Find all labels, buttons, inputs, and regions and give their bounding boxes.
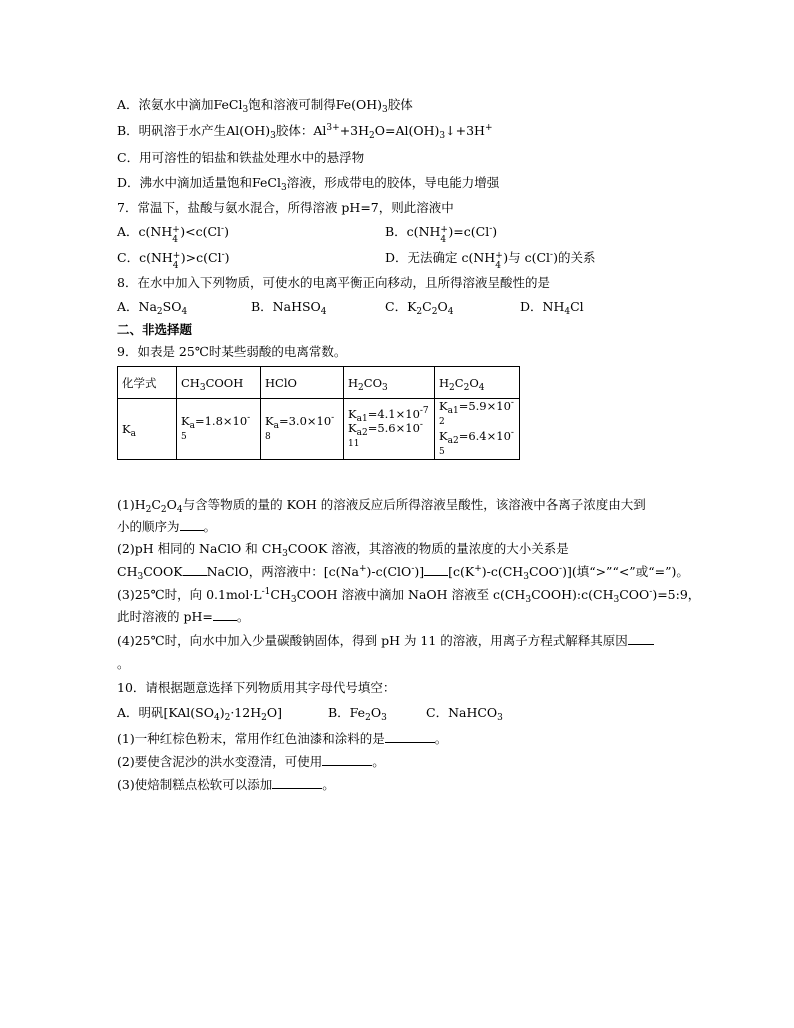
subscript: 3 <box>439 131 446 141</box>
ka-value <box>181 414 256 444</box>
subscript: 2 <box>365 713 371 723</box>
q9-part2-line1 <box>117 541 569 557</box>
answer-blank[interactable] <box>385 731 435 743</box>
subscript: 2 <box>224 713 231 723</box>
text: O <box>469 375 479 390</box>
subscript: 2 <box>416 307 423 317</box>
superscript: + <box>172 225 180 235</box>
nh4-charge <box>172 251 181 271</box>
text: 。 <box>236 609 250 624</box>
text: K <box>265 414 274 428</box>
text: C <box>151 497 161 512</box>
text: 。 <box>203 519 217 534</box>
q8-option-c <box>385 299 453 315</box>
q7-option-d <box>385 250 596 271</box>
text: A．c(NH <box>117 224 173 239</box>
superscript: + <box>358 564 367 574</box>
text: =6.4×10 <box>458 429 511 443</box>
text: Al(OH) <box>226 123 271 138</box>
text: D．沸水中滴加适量饱和 <box>117 175 253 190</box>
q7-option-c <box>117 250 230 271</box>
text: O <box>166 497 177 512</box>
subscript: 3 <box>290 595 297 605</box>
text: CH <box>270 587 291 602</box>
text: 溶液，形成带电的胶体，导电能力增强 <box>286 175 500 190</box>
ka-value <box>439 399 515 459</box>
text: K <box>439 399 448 413</box>
header-cell: HClO <box>261 367 344 399</box>
answer-blank[interactable] <box>180 519 204 531</box>
answer-blank[interactable] <box>628 633 654 645</box>
subscript: 3 <box>242 105 249 115</box>
q6-option-d <box>117 175 499 191</box>
section-heading: 二、非选择题 <box>117 322 193 337</box>
text: (1)一种红棕色粉末，常用作红色油漆和涂料的是 <box>117 731 385 746</box>
text: 5 <box>181 432 187 442</box>
value-cell <box>261 399 344 460</box>
text: ) <box>492 224 498 239</box>
subscript: 3 <box>282 549 288 559</box>
subscript: 2 <box>156 307 163 317</box>
text: O <box>437 299 448 314</box>
subscript: 3 <box>199 382 206 393</box>
text: C．K <box>385 299 417 314</box>
value-cell <box>435 399 520 460</box>
value-cell <box>177 399 261 460</box>
subscript: 2 <box>369 131 375 141</box>
subscript: 4 <box>213 713 220 723</box>
text: (1)H <box>117 497 146 512</box>
superscript: + <box>172 251 181 261</box>
superscript: - <box>510 428 514 438</box>
q9-part3-line2 <box>117 609 249 625</box>
subscript: a2 <box>447 436 459 446</box>
header-cell <box>344 367 435 399</box>
q8-option-a <box>117 299 187 315</box>
text: COO <box>528 564 560 579</box>
text: 11 <box>348 439 360 449</box>
superscript: 3+ <box>326 123 340 133</box>
text: COOK <box>143 564 183 579</box>
text: O=Al(OH) <box>374 123 440 138</box>
q10-option-a <box>117 705 282 721</box>
q7-option-a <box>117 224 229 245</box>
table-row <box>118 399 520 460</box>
header-cell <box>435 367 520 399</box>
q9-part3-line1 <box>117 587 700 603</box>
text: )>c(Cl <box>180 250 222 265</box>
text: B．c(NH <box>385 224 441 239</box>
text: 胶体 <box>387 97 413 112</box>
text: CO <box>363 375 382 390</box>
q6-option-b <box>117 123 493 139</box>
subscript: 4 <box>447 307 454 317</box>
text: [c(K <box>448 564 475 579</box>
text: SO <box>162 299 182 314</box>
text: A．浓氨水中滴加 <box>117 97 214 112</box>
text: Cl <box>570 299 584 314</box>
text: ·12H <box>230 705 262 720</box>
text: O <box>370 705 382 720</box>
subscript: a2 <box>356 428 368 438</box>
q6-option-a <box>117 97 413 113</box>
text: (2)pH 相同的 NaClO 和 CH <box>117 541 283 556</box>
subscript: 3 <box>523 572 529 582</box>
subscript: 2 <box>449 382 455 393</box>
text: 8 <box>265 432 271 442</box>
text: 小的顺序为 <box>117 519 180 534</box>
q10-part3 <box>117 777 335 793</box>
text: )的关系 <box>553 250 596 265</box>
text: 2 <box>439 417 445 427</box>
text: (4)25℃时，向水中加入少量碳酸钠固体，得到 pH 为 11 的溶液，用离子方程式解释其原因 <box>117 633 628 648</box>
superscript: - <box>411 564 415 574</box>
subscript: 4 <box>181 307 188 317</box>
answer-blank[interactable] <box>272 777 322 789</box>
text: (3)25℃时，向 0.1mol·L <box>117 587 262 602</box>
nh4-charge <box>172 225 180 245</box>
answer-blank[interactable] <box>322 754 372 766</box>
text: 。 <box>372 754 385 769</box>
text: FeCl <box>252 175 281 190</box>
text: CH <box>181 375 200 390</box>
text: K <box>348 407 357 421</box>
text: =5.6×10 <box>367 421 420 435</box>
superscript: + <box>484 123 493 133</box>
subscript: 2 <box>463 382 470 393</box>
text: Fe(OH) <box>335 97 383 112</box>
superscript: - <box>331 413 335 423</box>
text: 与含等物质的量的 KOH 的溶液反应后所得溶液呈酸性，该溶液中各离子浓度由大到 <box>182 497 646 512</box>
text: COOH 溶液中滴加 NaOH 溶液至 c(CH <box>296 587 526 602</box>
text: NaClO，两溶液中：[c(Na <box>206 564 359 579</box>
q9-part1-line1 <box>117 497 646 513</box>
text: D．NH <box>520 299 565 314</box>
subscript: a1 <box>356 414 368 424</box>
text: =3.0×10 <box>278 414 332 428</box>
subscript: 3 <box>525 595 532 605</box>
superscript: - <box>247 413 251 423</box>
ka-table <box>117 366 520 460</box>
superscript: - <box>221 224 225 234</box>
text: B．NaHSO <box>251 299 321 314</box>
text: )](填“>”“<”或“=”)。 <box>562 564 689 579</box>
q10-option-c <box>426 705 503 721</box>
text: H <box>439 375 450 390</box>
subscript: 4 <box>495 261 501 271</box>
subscript: 4 <box>176 505 183 515</box>
q10-stem: 10．请根据题意选择下列物质用其字母代号填空： <box>117 680 396 695</box>
text: 。 <box>434 731 448 746</box>
superscript: -1 <box>261 587 271 597</box>
q7-option-b <box>385 224 498 245</box>
q9-part4-line2: 。 <box>117 656 130 671</box>
text: 。 <box>322 777 335 792</box>
subscript: 3 <box>270 131 276 141</box>
text: CH <box>117 564 138 579</box>
text: C <box>422 299 432 314</box>
subscript: 3 <box>382 105 388 115</box>
superscript: - <box>489 224 493 234</box>
q9-part1-line2 <box>117 519 216 535</box>
text: ) <box>219 705 225 720</box>
text: K <box>122 422 131 436</box>
text: (3)使焙制糕点松软可以添加 <box>117 777 273 792</box>
subscript: 4 <box>478 382 485 393</box>
answer-blank[interactable] <box>213 609 237 621</box>
text: )-c(CH <box>481 564 524 579</box>
answer-blank[interactable] <box>183 564 207 576</box>
superscript: + <box>495 251 503 261</box>
q10-option-b <box>328 705 387 721</box>
superscript: -7 <box>419 406 429 416</box>
subscript: 3 <box>382 382 388 393</box>
superscript: - <box>419 420 423 430</box>
text: )] <box>414 564 425 579</box>
text: C．c(NH <box>117 250 173 265</box>
q8-option-d <box>520 299 584 315</box>
text: )-c(ClO <box>366 564 412 579</box>
text: FeCl <box>213 97 243 112</box>
text: ) <box>224 224 229 239</box>
text: K <box>439 429 448 443</box>
text: C <box>454 375 464 390</box>
text: =1.8×10 <box>194 414 248 428</box>
text: COO <box>619 587 650 602</box>
answer-blank[interactable] <box>424 564 448 576</box>
q9-part2-line2 <box>117 564 689 580</box>
text: )<c(Cl <box>180 224 222 239</box>
q9-part4-line1 <box>117 633 654 649</box>
text: B．明矾溶于水产生 <box>117 123 227 138</box>
text: D．无法确定 c(NH <box>385 250 496 265</box>
value-cell <box>344 399 435 460</box>
q8-stem: 8．在水中加入下列物质，可使水的电离平衡正向移动，且所得溶液呈酸性的是 <box>117 275 550 290</box>
text: 饱和溶液可制得 <box>248 97 336 112</box>
text: 胶体： <box>275 123 314 138</box>
subscript: 4 <box>320 307 327 317</box>
nh4-charge <box>495 251 503 271</box>
subscript: 2 <box>358 382 364 393</box>
q6-option-c: C．用可溶性的铝盐和铁盐处理水中的悬浮物 <box>117 150 365 165</box>
superscript: - <box>510 398 514 408</box>
q10-part2 <box>117 754 385 770</box>
subscript: 3 <box>381 713 387 723</box>
q10-part1 <box>117 731 447 747</box>
text: Al <box>313 123 327 138</box>
subscript: 2 <box>261 713 267 723</box>
ka-value <box>348 407 430 451</box>
superscript: + <box>440 225 448 235</box>
ka-value <box>265 414 339 444</box>
text: B．Fe <box>328 705 366 720</box>
superscript: - <box>221 250 225 260</box>
subscript: 4 <box>172 261 179 271</box>
subscript: 2 <box>160 505 167 515</box>
text: )=5:9， <box>652 587 701 602</box>
text: COOK 溶液，其溶液的物质的量浓度的大小关系是 <box>287 541 569 556</box>
text: H <box>348 375 359 390</box>
q8-option-b <box>251 299 327 315</box>
superscript: - <box>559 564 563 574</box>
subscript: 4 <box>440 235 447 245</box>
text: COOH):c(CH <box>531 587 614 602</box>
q9-stem: 9．如表是 25℃时某些弱酸的电离常数。 <box>117 344 347 359</box>
text: =4.1×10 <box>367 407 420 421</box>
superscript: + <box>474 564 482 574</box>
text: COOH <box>205 375 244 390</box>
text: +3H <box>339 123 370 138</box>
nh4-charge <box>440 225 448 245</box>
superscript: - <box>649 587 653 597</box>
subscript: 2 <box>145 505 152 515</box>
ka-label-cell <box>118 399 177 460</box>
subscript: 3 <box>280 183 287 193</box>
header-cell <box>177 367 261 399</box>
text: C．NaHCO <box>426 705 498 720</box>
text: O] <box>266 705 282 720</box>
text: ↓+3H <box>445 123 485 138</box>
text: K <box>348 421 357 435</box>
subscript: a <box>273 421 279 431</box>
table-header-row <box>118 367 520 399</box>
subscript: a1 <box>447 406 459 416</box>
text: )=c(Cl <box>448 224 490 239</box>
text: (2)要使含泥沙的洪水变澄清，可使用 <box>117 754 323 769</box>
superscript: - <box>550 250 554 260</box>
text: 此时溶液的 pH= <box>117 609 213 624</box>
subscript: 4 <box>564 307 571 317</box>
text: ) <box>224 250 230 265</box>
subscript: 3 <box>137 572 144 582</box>
subscript: 2 <box>431 307 438 317</box>
subscript: 4 <box>172 235 178 245</box>
text: =5.9×10 <box>458 399 511 413</box>
subscript: a <box>130 429 136 439</box>
text: A．Na <box>117 299 157 314</box>
subscript: 3 <box>497 713 503 723</box>
subscript: 3 <box>613 595 620 605</box>
header-cell: 化学式 <box>118 367 177 399</box>
text: A．明矾[KAl(SO <box>117 705 214 720</box>
text: )与 c(Cl <box>503 250 551 265</box>
q7-stem: 7．常温下，盐酸与氨水混合，所得溶液 pH=7，则此溶液中 <box>117 200 454 215</box>
text: K <box>181 414 190 428</box>
subscript: a <box>189 421 195 431</box>
text: 5 <box>439 447 445 457</box>
